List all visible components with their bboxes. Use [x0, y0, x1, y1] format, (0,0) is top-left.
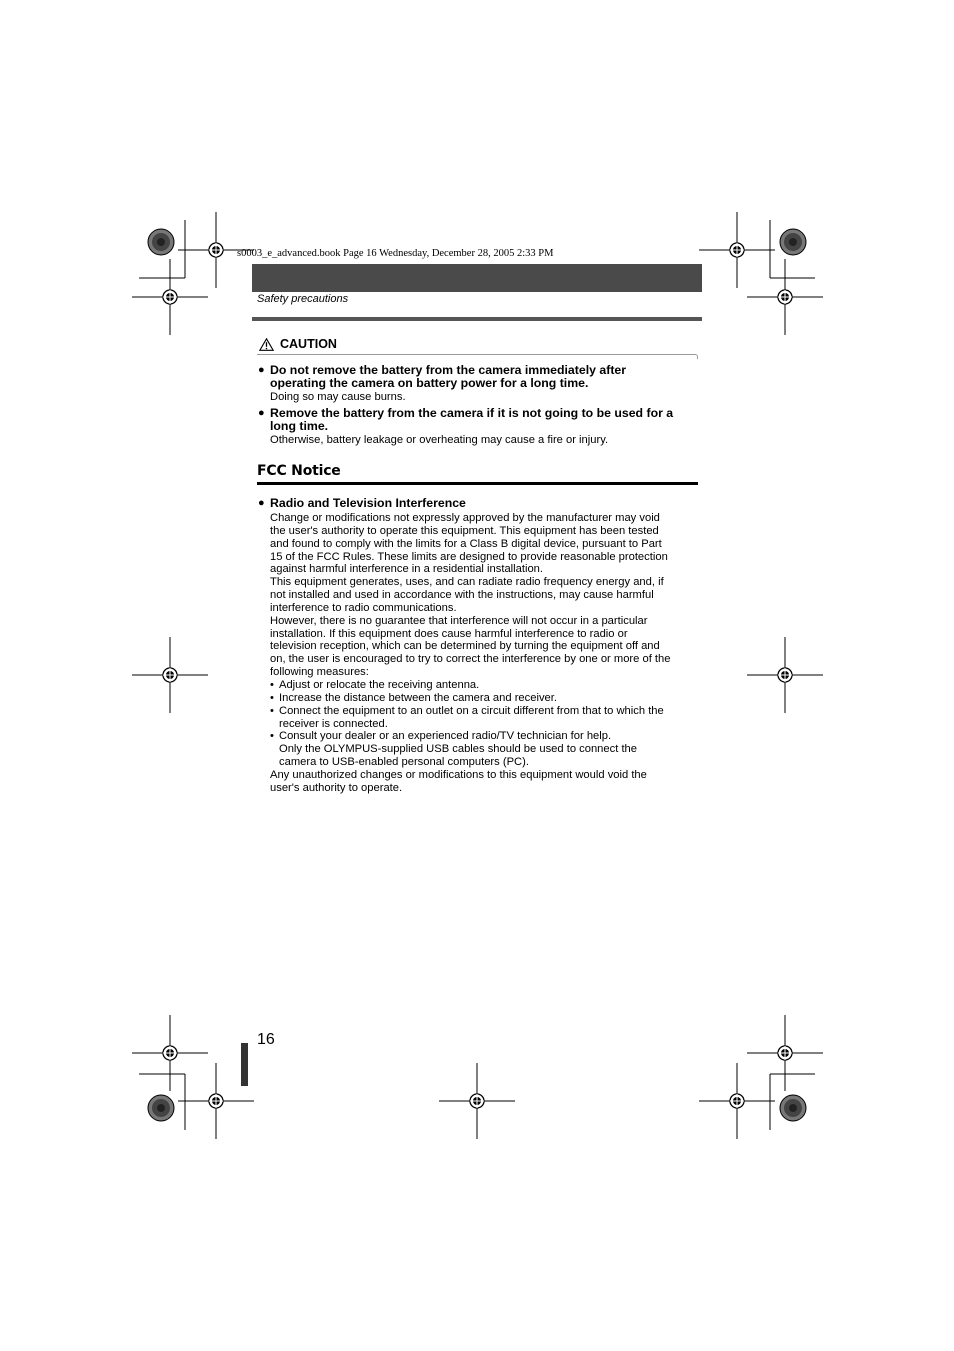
list-item-text: Adjust or relocate the receiving antenna.: [279, 678, 480, 691]
text-line: the user's authority to operate this equipment. This equipment has been tested: [270, 524, 659, 537]
list-item: • Adjust or relocate the receiving antenna.: [270, 678, 480, 691]
text-line: 15 of the FCC Rules. These limits are designed to provide reasonable protection: [270, 550, 668, 563]
page-number: 16: [257, 1031, 275, 1048]
list-item-text: receiver is connected.: [279, 717, 388, 730]
fcc-paragraph-1: [270, 512, 700, 576]
fcc-paragraph-3: [270, 615, 700, 679]
list-item-text: Only the OLYMPUS-supplied USB cables should be used to connect the: [279, 743, 637, 756]
header-divider: [252, 317, 702, 321]
text-line: on, the user is encouraged to try to correct the interference by one or more of the: [270, 653, 671, 666]
section-label: Safety precautions: [257, 293, 349, 305]
bullet-icon: ●: [258, 364, 265, 376]
text-line: This equipment generates, uses, and can radiate radio frequency energy and, if: [270, 576, 664, 589]
caution-item-heading: Remove the battery from the camera if it is not going to be used for a: [270, 406, 674, 420]
caution-item-1: [258, 364, 700, 404]
fcc-measures-list: [270, 679, 700, 769]
text-line: following measures:: [270, 666, 369, 679]
fcc-rule: [257, 482, 698, 485]
header-bar: [252, 264, 702, 292]
list-item-text: Consult your dealer or an experienced radio/TV technician for help.: [279, 730, 612, 743]
list-item-text: Connect the equipment to an outlet on a circuit different from that to which the: [279, 704, 664, 717]
caution-item-heading: operating the camera on battery power for a long time.: [270, 376, 589, 390]
fcc-item-heading: Radio and Television Interference: [270, 496, 466, 510]
fcc-title: FCC Notice: [257, 463, 341, 479]
text-line: television reception, which can be determined by turning the equipment off and: [270, 640, 660, 653]
bullet-icon: ●: [258, 407, 265, 419]
caution-item-detail: Otherwise, battery leakage or overheating may cause a fire or injury.: [270, 434, 609, 446]
list-item-text: Increase the distance between the camera and receiver.: [279, 691, 557, 704]
book-info: s0003_e_advanced.book Page 16 Wednesday, December 28, 2005 2:33 PM: [237, 248, 554, 259]
caution-heading: [259, 337, 337, 351]
caution-rule: [257, 354, 698, 359]
bullet-icon: ●: [258, 497, 265, 509]
list-item: • Connect the equipment to an outlet on a circuit different from that to which the: [270, 704, 664, 717]
caution-title: CAUTION: [280, 337, 337, 351]
text-line: not installed and used in accordance with the instructions, may cause harmful: [270, 589, 654, 602]
text-line: user's authority to operate.: [270, 781, 403, 794]
text-line: Any unauthorized changes or modifications to this equipment would void the: [270, 768, 647, 781]
text-line: against harmful interference in a residential installation.: [270, 563, 544, 576]
caution-item-heading: long time.: [270, 419, 329, 433]
caution-item-detail: Doing so may cause burns.: [270, 391, 406, 403]
text-line: and found to comply with the limits for a Class B digital device, pursuant to Part: [270, 537, 662, 550]
warning-triangle-icon: [259, 338, 274, 351]
fcc-paragraph-4: [270, 769, 700, 795]
fcc-paragraph-2: [270, 576, 700, 615]
list-item-text: camera to USB-enabled personal computers (PC).: [279, 756, 529, 769]
page-edge-bar: [241, 1043, 248, 1086]
caution-item-2: [258, 407, 700, 447]
text-line: Change or modifications not expressly approved by the manufacturer may void: [270, 512, 660, 524]
fcc-item: [258, 497, 700, 795]
text-line: However, there is no guarantee that interference will not occur in a particular: [270, 614, 648, 627]
text-line: interference to radio communications.: [270, 601, 457, 614]
caution-item-heading: Do not remove the battery from the camera immediately after: [270, 363, 627, 377]
list-item: • Increase the distance between the camera and receiver.: [270, 691, 557, 704]
list-item: • Consult your dealer or an experienced radio/TV technician for help.: [270, 730, 612, 743]
text-line: installation. If this equipment does cause harmful interference to radio or: [270, 627, 628, 640]
